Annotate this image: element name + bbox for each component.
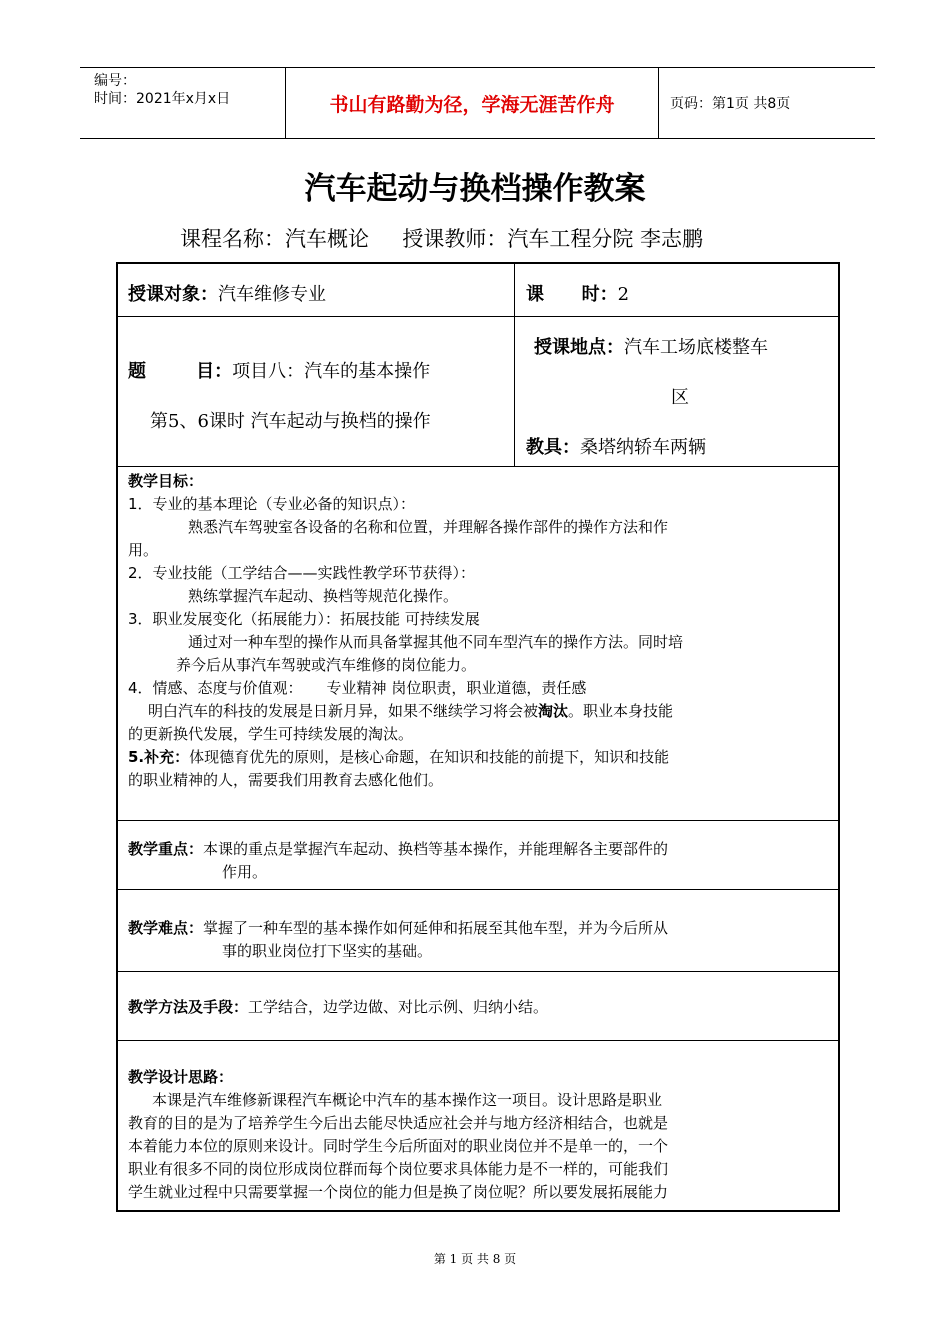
objective-4-title bbox=[128, 677, 833, 700]
objectives-heading: 教学目标： bbox=[128, 472, 204, 490]
tools-value: 桑塔纳轿车两辆 bbox=[580, 437, 706, 458]
row-divider bbox=[118, 316, 838, 317]
audience-value: 汽车维修专业 bbox=[218, 284, 326, 305]
design-line-5: 学生就业过程中只需要掌握一个岗位的能力但是换了岗位呢？所以要发展拓展能力 bbox=[128, 1183, 669, 1201]
topic-cell bbox=[128, 357, 430, 383]
objectives-section bbox=[128, 470, 833, 792]
design-section bbox=[128, 1066, 833, 1204]
objective-3-title: 3．职业发展变化（拓展能力）：拓展技能 可持续发展 bbox=[128, 610, 480, 628]
date-line: 时间：2021年x月x日 bbox=[94, 91, 231, 107]
objective-4-text-bold: 淘汰 bbox=[538, 702, 569, 720]
row-divider bbox=[118, 889, 838, 890]
objective-5-text-b: 的职业精神的人，需要我们用教育去感化他们。 bbox=[128, 771, 444, 789]
objective-4-text-a1: 明白汽车的科技的发展是日新月异，如果不继续学习将会被 bbox=[148, 702, 539, 720]
audience-cell bbox=[128, 280, 326, 306]
design-line-4: 职业有很多不同的岗位形成岗位群而每个岗位要求具体能力是不一样的，可能我们 bbox=[128, 1160, 669, 1178]
objective-3-text-b: 养今后从事汽车驾驶或汽车维修的岗位能力。 bbox=[176, 656, 477, 674]
difficulty-text-b: 事的职业岗位打下坚实的基础。 bbox=[222, 942, 433, 960]
column-divider bbox=[514, 264, 515, 466]
page-footer: 第 1 页 共 8 页 bbox=[433, 1252, 517, 1266]
design-label: 教学设计思路： bbox=[128, 1068, 234, 1086]
hours-label: 课 时： bbox=[526, 284, 618, 305]
place-value-line-2: 区 bbox=[671, 387, 689, 408]
objective-1-text-a: 熟悉汽车驾驶室各设备的名称和位置，并理解各操作部件的操作方法和作 bbox=[188, 518, 669, 536]
objective-1-title: 1．专业的基本理论（专业必备的知识点）： bbox=[128, 495, 416, 513]
design-line-1: 本课是汽车维修新课程汽车概论中汽车的基本操作这一项目。设计思路是职业 bbox=[152, 1091, 663, 1109]
header-motto-cell bbox=[286, 68, 659, 138]
place-label: 授课地点： bbox=[534, 337, 624, 358]
objective-4-text-a2: 。职业本身技能 bbox=[568, 702, 674, 720]
row-divider bbox=[118, 1040, 838, 1041]
motto: 书山有路勤为径，学海无涯苦作舟 bbox=[329, 93, 615, 116]
objective-4-text-a bbox=[128, 700, 833, 723]
hours-value: 2 bbox=[617, 284, 630, 305]
objective-4-text-b: 的更新换代发展，学生可持续发展的淘汰。 bbox=[128, 725, 414, 743]
tools-label: 教具： bbox=[526, 437, 580, 458]
audience-label: 授课对象： bbox=[128, 284, 218, 305]
objective-1-text-b: 用。 bbox=[128, 541, 159, 559]
objective-2-title: 2．专业技能（工学结合——实践性教学环节获得）： bbox=[128, 564, 476, 582]
page-info: 页码：第1页 共8页 bbox=[670, 96, 791, 112]
page-header bbox=[80, 67, 875, 139]
document-subtitle: 课程名称：汽车概论 授课教师：汽车工程分院 李志鹏 bbox=[180, 227, 704, 251]
objective-4-title-a: 4．情感、态度与价值观： bbox=[128, 679, 303, 697]
lesson-plan-table bbox=[116, 262, 840, 1212]
topic-line-2: 第5、6课时 汽车起动与换档的操作 bbox=[150, 411, 431, 432]
difficulty-section bbox=[128, 917, 833, 963]
difficulty-text-a: 掌握了一种车型的基本操作如何延伸和拓展至其他车型，并为今后所从 bbox=[203, 919, 669, 937]
objective-2-text: 熟练掌握汽车起动、换档等规范化操作。 bbox=[188, 587, 459, 605]
place-value: 汽车工场底楼整车 bbox=[624, 337, 768, 358]
objective-3-text-a: 通过对一种车型的操作从而具备掌握其他不同车型汽车的操作方法。同时培 bbox=[188, 633, 684, 651]
objective-5-label: 5.补充： bbox=[128, 748, 190, 766]
place-cell bbox=[534, 333, 768, 359]
keypoint-text-b: 作用。 bbox=[222, 863, 268, 881]
design-line-2: 教育的目的是为了培养学生今后出去能尽快适应社会并与地方经济相结合，也就是 bbox=[128, 1114, 669, 1132]
method-section bbox=[128, 996, 833, 1019]
row-divider bbox=[118, 466, 838, 467]
header-meta bbox=[80, 68, 286, 138]
difficulty-label: 教学难点： bbox=[128, 919, 204, 937]
method-label: 教学方法及手段： bbox=[128, 998, 249, 1016]
keypoint-label: 教学重点： bbox=[128, 840, 204, 858]
topic-value: 项目八：汽车的基本操作 bbox=[232, 361, 431, 382]
objective-4-title-b: 专业精神 岗位职责，职业道德，责任感 bbox=[326, 679, 587, 697]
hours-cell bbox=[526, 280, 629, 306]
document-title: 汽车起动与换档操作教案 bbox=[304, 171, 646, 207]
method-value: 工学结合，边学边做、对比示例、归纳小结。 bbox=[248, 998, 549, 1016]
number-label: 编号： bbox=[94, 73, 136, 89]
objective-5 bbox=[128, 746, 833, 769]
row-divider bbox=[118, 971, 838, 972]
design-line-3: 本着能力本位的原则来设计。同时学生今后所面对的职业岗位并不是单一的，一个 bbox=[128, 1137, 669, 1155]
objective-5-text-a: 体现德育优先的原则，是核心命题，在知识和技能的前提下，知识和技能 bbox=[189, 748, 670, 766]
keypoint-text-a: 本课的重点是掌握汽车起动、换档等基本操作，并能理解各主要部件的 bbox=[203, 840, 669, 858]
row-divider bbox=[118, 820, 838, 821]
topic-label: 题 目： bbox=[128, 361, 233, 382]
keypoint-section bbox=[128, 838, 833, 884]
tools-cell bbox=[526, 433, 706, 459]
